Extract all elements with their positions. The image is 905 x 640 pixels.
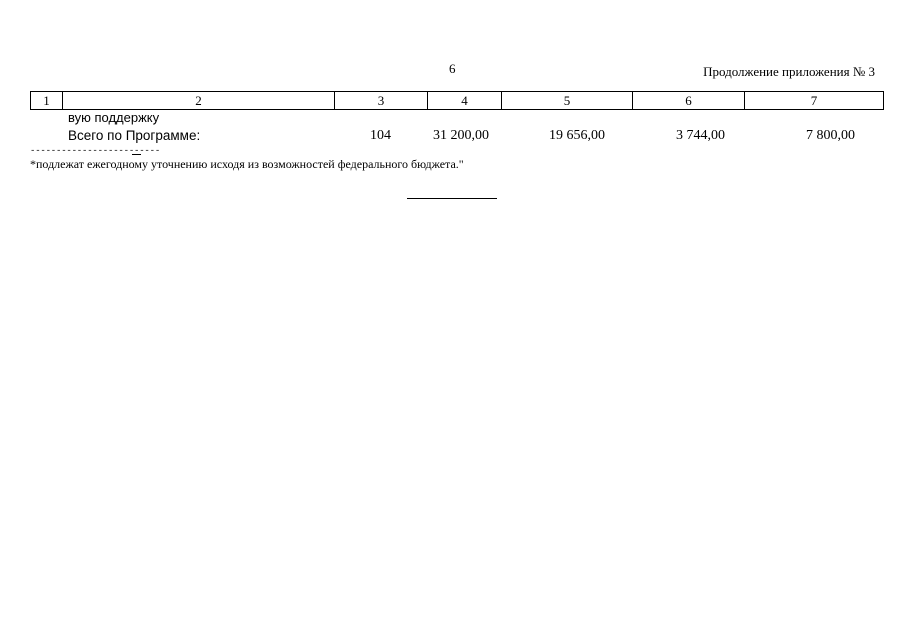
column-number-2: 2 — [63, 92, 335, 110]
total-row — [30, 128, 883, 146]
total-value-6: 3 744,00 — [676, 128, 725, 143]
column-number-5: 5 — [502, 92, 633, 110]
separator-underline — [132, 154, 141, 155]
total-value-5: 19 656,00 — [549, 128, 605, 143]
column-number-6: 6 — [633, 92, 745, 110]
footnote-text: *подлежат ежегодному уточнению исходя из возможностей федерального бюджета." — [30, 157, 464, 171]
total-value-4: 31 200,00 — [433, 128, 489, 143]
column-number-table — [30, 91, 884, 110]
column-number-1: 1 — [31, 92, 63, 110]
column-number-row — [31, 92, 884, 110]
total-label: Всего по Программе: — [68, 128, 201, 143]
page-number: 6 — [449, 61, 456, 76]
total-value-3: 104 — [370, 128, 391, 143]
continued-text: вую поддержку — [68, 110, 160, 125]
total-value-7: 7 800,00 — [806, 128, 855, 143]
column-number-3: 3 — [335, 92, 428, 110]
footnote-separator: ------------------------- — [30, 146, 161, 156]
column-number-7: 7 — [745, 92, 884, 110]
continuation-title: Продолжение приложения № 3 — [703, 64, 875, 79]
end-rule — [407, 198, 497, 199]
column-number-4: 4 — [428, 92, 502, 110]
